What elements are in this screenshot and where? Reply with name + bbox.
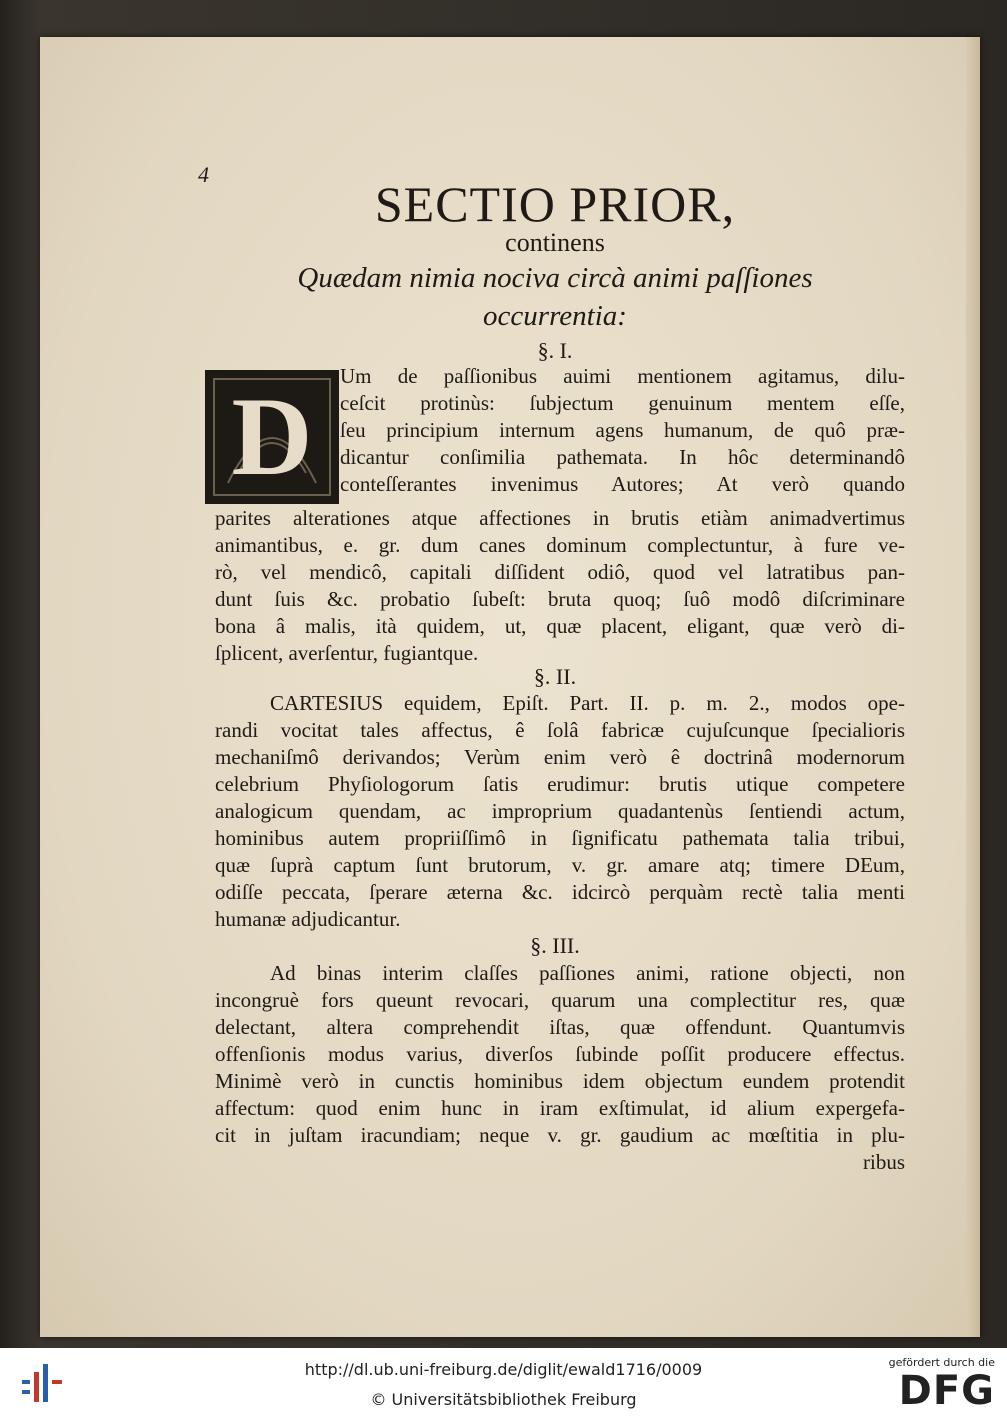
text-line: ſplicent, averſentur, fugiantque. [215,641,479,665]
text-line: Minimè verò in cunctis hominibus idem objectum eundem protendit [215,1069,905,1093]
text-line: randi vocitat tales affectus, ê ſolâ fabricæ cujuſcunque ſpecialioris [215,718,905,742]
text-line: offenſionis modus varius, diverſos ſubinde poſſit producere effectus. [215,1042,905,1066]
text-line: humanæ adjudicantur. [215,907,401,931]
text-line: conteſſerantes invenimus Autores; At verò quando [340,472,905,496]
text-line: Um de paſſionibus auimi mentionem agitamus, dilu- [340,364,905,388]
section-mark-1: §. I. [537,338,573,363]
text-line: celebrium Phyſiologorum ſatis erudimur: brutis utique competere [215,772,905,796]
footer-bar [0,1348,1007,1421]
text-line: odiſſe peccata, ſperare æterna &c. idcircò perquàm rectè talia menti [215,880,905,904]
text-line: delectant, altera comprehendit iſtas, quæ offendunt. Quantumvis [215,1015,905,1039]
text-line: quæ ſuprà captum ſunt brutorum, v. gr. amare atq; timere DEum, [215,853,905,877]
decorated-initial [205,370,339,504]
funding-note: gefördert durch die [888,1356,995,1369]
italic-heading-line-1: Quædam nimia nociva circà animi paſſiones [297,262,813,294]
text-line: dunt ſuis &c. probatio ſubeſt: bruta quoq; ſuô modô diſcriminare [215,587,905,611]
text-line: ſeu principium internum agens humanum, de quô præ- [340,418,905,442]
text-line: Ad binas interim claſſes paſſiones animi, ratione objecti, non [270,961,905,985]
text-line: hominibus autem propriiſſimô in ſignificatu pathemata talia tribui, [215,826,905,850]
text-line: CARTESIUS equidem, Epiſt. Part. II. p. m. 2., modos ope- [270,691,905,715]
page-edge [966,37,980,1337]
page-subtitle: continens [505,228,605,257]
text-line: mechaniſmô derivandos; Verùm enim verò ê doctrinâ modernorum [215,745,905,769]
text-line: bona â malis, ità quidem, ut, quæ placent, eligant, quæ verò di- [215,614,905,638]
catchword: ribus [863,1150,905,1174]
text-line: ceſcit protinùs: ſubjectum genuinum mentem eſſe, [340,391,905,415]
source-url-link[interactable]: http://dl.ub.uni-freiburg.de/diglit/ewald1716/0009 [304,1360,703,1379]
text-line: dicantur conſimilia pathemata. In hôc determinandô [340,445,905,469]
text-line: cit in juſtam iracundiam; neque v. gr. gaudium ac mœſtitia in plu- [215,1123,905,1147]
page-number: 4 [198,162,209,187]
text-line: analogicum quendam, ac improprium quadantenùs ſentiendi actum, [215,799,905,823]
initial-letter: D [231,375,313,499]
italic-heading-line-2: occurrentia: [483,300,627,332]
text-line: parites alterationes atque affectiones in brutis etiàm animadvertimus [215,506,905,530]
text-line: animantibus, e. gr. dum canes dominum complectuntur, à fure ve- [215,533,905,557]
section-mark-2: §. II. [533,664,577,689]
copyright-notice: © Universitätsbibliothek Freiburg [370,1390,637,1409]
text-line: incongruè fors queunt revocari, quarum una complectitur res, quæ [215,988,905,1012]
text-line: rò, vel mendicô, capitali diſſident odiô, quod vel latratibus pan- [215,560,905,584]
dfg-logo: DFG [898,1368,995,1414]
section-mark-3: §. III. [530,933,580,958]
page-title: SECTIO PRIOR, [374,176,736,232]
text-line: affectum: quod enim hunc in iram exſtimulat, id alium expergefa- [215,1096,905,1120]
